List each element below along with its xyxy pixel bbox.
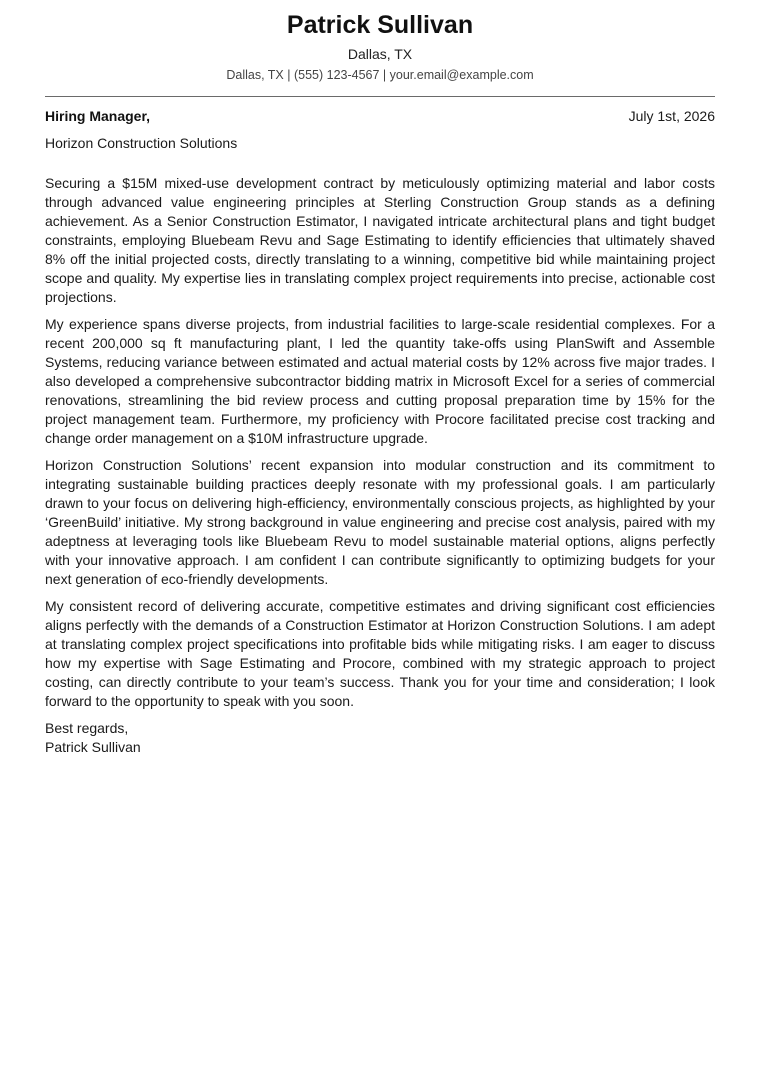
body-paragraph: Horizon Construction Solutions’ recent expansion into modular construction and its commitment to integrating sustainable building practices deeply resonate with my professional goals. I am particularly drawn to your focus on delivering high-efficiency, environmentally conscious projects, as highlighted by your ‘GreenBuild’ initiative. My strong background in value engineering and precise cost analysis, paired with my adeptness at leveraging tools like Bluebeam Revu to model sustainable material options, aligns perfectly with your innovative approach. I am confident I can contribute significantly to optimizing budgets for your next generation of eco-friendly developments. [45, 457, 715, 587]
closing-phrase: Best regards, [45, 720, 129, 736]
body-paragraph: My consistent record of delivering accurate, competitive estimates and driving significant cost efficiencies aligns perfectly with the demands of a Construction Estimator at Horizon Construction Solutions. I am adept at translating complex project specifications into profitable bids while mitigating risks. I am eager to discuss how my expertise with Sage Estimating and Procore, combined with my strategic approach to project costing, can directly contribute to your team’s success. Thank you for your time and consideration; I look forward to the opportunity to speak with you soon. [45, 598, 715, 709]
letter-date: July 1st, 2026 [628, 108, 715, 124]
letter-meta-row [45, 107, 715, 125]
header-divider [45, 96, 715, 97]
signature-name: Patrick Sullivan [45, 739, 141, 755]
body-paragraph: My experience spans diverse projects, from industrial facilities to large-scale residential complexes. For a recent 200,000 sq ft manufacturing plant, I led the quantity take-offs using PlanSwift and Assemble Systems, reducing variance between estimated and actual material costs by 12% across five major trades. I also developed a comprehensive subcontractor bidding matrix in Microsoft Excel for a series of commercial renovations, streamlining the bid review process and cutting proposal preparation time by 15% for the project management team. Furthermore, my proficiency with Procore facilitated precise cost tracking and change order management on a $10M infrastructure upgrade. [45, 316, 715, 446]
applicant-location: Dallas, TX [347, 46, 413, 62]
body-paragraph: Securing a $15M mixed-use development contract by meticulously optimizing material and labor costs through advanced value engineering principles at Sterling Construction Group stands as a defining achievement. As a Senior Construction Estimator, I navigated intricate architectural plans and tight budget constraints, employing Bluebeam Revu and Sage Estimating to identify efficiencies that ultimately shaved 8% off the initial projected costs, directly translating to a winning, competitive bid while maintaining project scope and quality. My expertise lies in translating complex project requirements into precise, actionable cost projections. [45, 175, 715, 305]
applicant-contact-line: Dallas, TX | (555) 123-4567 | your.email@example.com [226, 68, 534, 82]
letter-closing [45, 719, 715, 757]
letter-header [45, 0, 715, 83]
recipient-company: Horizon Construction Solutions [45, 135, 238, 151]
letter-body [45, 174, 715, 711]
recipient-salutation: Hiring Manager, [45, 108, 151, 124]
applicant-name: Patrick Sullivan [286, 11, 474, 39]
